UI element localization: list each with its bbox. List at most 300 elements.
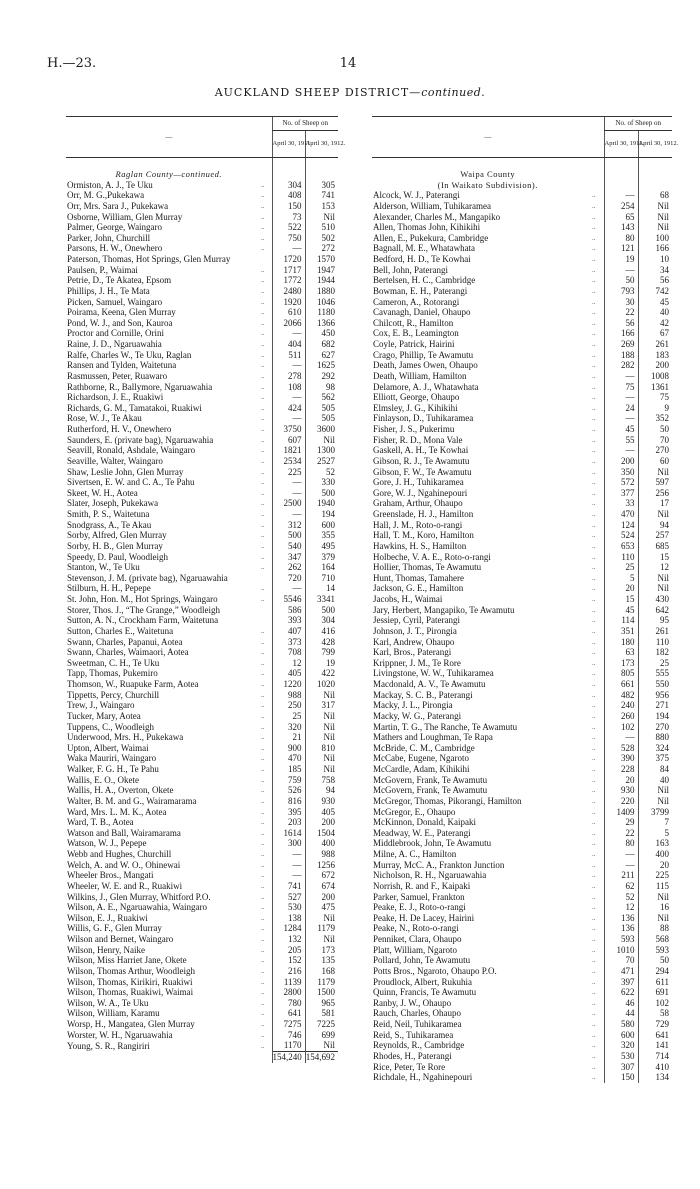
sheep-1912: 1366: [305, 318, 338, 329]
leader-dots: ..: [261, 446, 265, 455]
sheep-1912: 134: [638, 1072, 672, 1083]
leader-dots: ..: [261, 361, 265, 370]
table-row: [372, 998, 672, 1009]
leader-dots: ..: [592, 1073, 596, 1082]
owner-name: Sutton, A. N., Crockham Farm, Waitetuna: [67, 615, 219, 626]
col-1911-header: April 30, 1911.: [272, 131, 305, 158]
owner-name: Peake, E. J., Roto-o-rangi: [373, 902, 466, 913]
sheep-1911: 5: [604, 573, 638, 584]
table-row: [66, 307, 338, 318]
sheep-1911: 1720: [272, 254, 305, 265]
sheep-1912: Nil: [638, 467, 672, 478]
owner-name: Bagnall, M. E., Whatawhata: [373, 243, 476, 254]
sheep-1911: 2480: [272, 286, 305, 297]
leader-dots: [254, 605, 272, 616]
sheep-1911: 759: [272, 775, 305, 786]
owner-name: Welch, A. and W. O., Ohinewai: [67, 859, 181, 870]
table-row: [372, 371, 672, 382]
sheep-1912: 505: [305, 413, 338, 424]
sheep-1911: 262: [272, 562, 305, 573]
owner-name: Paterson, Thomas, Hot Springs, Glen Murray: [67, 254, 231, 264]
sheep-1912: 729: [638, 1019, 672, 1030]
table-row: [372, 987, 672, 998]
leader-dots: ..: [261, 318, 265, 327]
sheep-1911: 395: [272, 807, 305, 818]
sheep-1911: 530: [604, 1051, 638, 1062]
sheep-1912: Nil: [638, 583, 672, 594]
table-row: [66, 679, 338, 690]
table-row: [372, 222, 672, 233]
sheep-1911: 65: [604, 212, 638, 223]
sheep-1911: 228: [604, 764, 638, 775]
table-row: [372, 637, 672, 648]
leader-dots: ..: [592, 361, 596, 370]
table-row: [372, 243, 672, 254]
leader-dots: ..: [592, 818, 596, 827]
sheep-1912: 182: [638, 647, 672, 658]
sheep-1911: 805: [604, 668, 638, 679]
sheep-1912: 88: [638, 923, 672, 934]
sheep-1911: 470: [604, 509, 638, 520]
sheep-1912: Nil: [305, 711, 338, 722]
empty-cell: [638, 180, 672, 191]
owner-name: Picken, Samuel, Waingaro: [67, 296, 163, 307]
sheep-1912: 168: [305, 966, 338, 977]
sheep-1911: 708: [272, 647, 305, 658]
sheep-1911: 307: [604, 1062, 638, 1073]
sheep-1911: 1139: [272, 977, 305, 988]
page-number: 14: [339, 56, 357, 71]
sheep-1912: 183: [638, 350, 672, 361]
sheep-1912: 685: [638, 541, 672, 552]
sheep-1911: 110: [604, 552, 638, 563]
sheep-1912: 7225: [305, 1019, 338, 1030]
sheep-1911: 1010: [604, 945, 638, 956]
leader-dots: ..: [592, 552, 596, 561]
owner-name: Macky, W. G., Paterangi: [373, 710, 462, 721]
sheep-1911: —: [272, 392, 305, 403]
table-row: [372, 838, 672, 849]
owner-name: Peake, N., Roto-o-rangi: [373, 923, 459, 934]
table-row: [372, 722, 672, 733]
leader-dots: ..: [592, 765, 596, 773]
sheep-1912: Nil: [305, 722, 338, 733]
owner-name: Wilson, William, Karamu: [67, 1008, 160, 1019]
sheep-1911: 780: [272, 998, 305, 1009]
sheep-1911: 3750: [272, 424, 305, 435]
owner-name: Allen, Thomas John, Kihikihi: [373, 222, 481, 233]
sheep-1912: 1179: [305, 977, 338, 988]
empty-cell: [305, 169, 338, 180]
sheep-1912: 674: [305, 881, 338, 892]
sheep-1912: 355: [305, 530, 338, 541]
owner-name: Underwood, Mrs. H., Pukekawa: [67, 732, 184, 743]
table-row: [66, 998, 338, 1009]
sheep-1911: —: [604, 445, 638, 456]
sheep-1911: 1717: [272, 265, 305, 276]
owner-name: Murray, McC. A., Frankton Junction: [373, 859, 505, 870]
leader-dots: ..: [592, 871, 596, 880]
table-row: [66, 360, 338, 371]
table-row: [66, 201, 338, 212]
sheep-1911: 56: [604, 318, 638, 329]
sheep-1911: 641: [272, 1008, 305, 1019]
table-row: [372, 1051, 672, 1062]
owner-name: Jary, Herbert, Mangapiko, Te Awamutu: [373, 604, 515, 615]
sheep-1911: 1284: [272, 923, 305, 934]
sheep-1912: 1361: [638, 382, 672, 393]
sheep-1911: —: [272, 583, 305, 594]
sheep-1912: 34: [638, 265, 672, 276]
leader-dots: ..: [592, 340, 596, 348]
sheep-1911: —: [604, 190, 638, 201]
leader-dots: ..: [592, 881, 596, 890]
leader-dots: ..: [261, 456, 265, 465]
sheep-1911: 511: [272, 350, 305, 361]
sheep-1911: 282: [604, 360, 638, 371]
sheep-1911: 351: [604, 626, 638, 637]
table-row: [372, 541, 672, 552]
owner-name: Wilson, Henry, Naike: [67, 944, 146, 955]
owner-name: Johnson, J. T., Pirongia: [373, 625, 457, 636]
sheep-1911: —: [604, 860, 638, 871]
sheep-1911: 312: [272, 520, 305, 531]
leader-dots: ..: [261, 233, 265, 242]
sheep-1912: 141: [638, 1040, 672, 1051]
sheep-1912: 475: [305, 902, 338, 913]
owner-name: Wilson, W. A., Te Uku: [67, 997, 149, 1008]
leader-dots: ..: [592, 988, 596, 997]
sheep-1911: —: [272, 849, 305, 860]
sheep-1911: 750: [272, 233, 305, 244]
sheep-1911: 653: [604, 541, 638, 552]
owner-name: St. John, Hon. M., Hot Springs, Waingaro: [67, 594, 218, 604]
sheep-1912: 42: [638, 318, 672, 329]
table-row: [372, 328, 672, 339]
table-row: [372, 254, 672, 265]
sheep-1911: 205: [272, 945, 305, 956]
owner-name: McGovern, Frank, Te Awamutu: [373, 785, 488, 796]
sheep-1912: 16: [638, 902, 672, 913]
leader-dots: [254, 573, 272, 584]
owner-name: Phillips, J. H., Te Mata: [67, 285, 150, 296]
owner-name: Reid, S., Tuhikaramea: [373, 1029, 454, 1040]
owner-name: Gore, W. J., Ngahinepouri: [373, 487, 468, 498]
sheep-1912: 1625: [305, 360, 338, 371]
owner-name: Wilkins, J., Glen Murray, Whitford P.O.: [67, 891, 211, 902]
owner-name: Crago, Phillip, Te Awamutu: [373, 349, 474, 360]
table-row: [66, 902, 338, 913]
table-row: [372, 881, 672, 892]
leader-dots: ..: [261, 998, 265, 1007]
table-row: [66, 562, 338, 573]
sheep-1911: 152: [272, 955, 305, 966]
sheep-1912: 84: [638, 764, 672, 775]
right-sheep-table: [372, 116, 679, 1083]
table-row: [66, 775, 338, 786]
sheep-1912: 1256: [305, 860, 338, 871]
leader-dots: ..: [592, 701, 596, 710]
sheep-1911: —: [272, 413, 305, 424]
sheep-1912: 562: [305, 392, 338, 403]
leader-dots: ..: [261, 903, 265, 912]
owner-name: Wilson, Miss Harriet Jane, Okete: [67, 955, 187, 966]
owner-name: Gore, J. H., Tuhikaramea: [373, 477, 464, 488]
leader-dots: ..: [592, 595, 596, 603]
table-row: [372, 743, 672, 754]
sheep-1911: 470: [272, 753, 305, 764]
owner-name: Bell, John, Paterangi: [373, 264, 448, 275]
leader-dots: ..: [261, 265, 265, 274]
table-row: [372, 265, 672, 276]
table-row: [66, 424, 338, 435]
sheep-1911: 373: [272, 637, 305, 648]
leader-dots: ..: [592, 850, 596, 858]
table-row: [66, 350, 338, 361]
leader-dots: ..: [261, 563, 265, 572]
leader-dots: ..: [261, 945, 265, 954]
sheep-1912: 95: [638, 615, 672, 626]
leader-dots: ..: [261, 786, 265, 795]
owner-name: Osborne, William, Glen Murray: [67, 211, 183, 222]
sheep-1912: 194: [305, 509, 338, 520]
sheep-1911: —: [272, 870, 305, 881]
sheep-1912: 400: [638, 849, 672, 860]
leader-dots: ..: [261, 382, 265, 391]
sheep-1912: 505: [305, 403, 338, 414]
sheep-1911: 746: [272, 1030, 305, 1041]
owner-name: Raine, J. D., Ngaruawahia: [67, 339, 162, 349]
table-row: [66, 722, 338, 733]
empty-cell: [638, 169, 672, 180]
table-row: [372, 573, 672, 584]
sheep-1911: 540: [272, 541, 305, 552]
section-heading-row: [372, 169, 672, 180]
leader-dots: ..: [261, 1030, 265, 1039]
section-subheading: (In Waikato Subdivision).: [437, 179, 538, 190]
owner-name: Proudlock, Albert, Rukuhia: [373, 976, 472, 987]
sheep-1911: 816: [272, 796, 305, 807]
table-row: [66, 180, 338, 191]
sheep-1912: 173: [305, 945, 338, 956]
owner-name: Wilson and Bernet, Waingaro: [67, 934, 174, 944]
table-row: [372, 902, 672, 913]
sheep-1912: 1046: [305, 297, 338, 308]
sheep-1911: 526: [272, 785, 305, 796]
owner-name: Livingstone, W. W., Tuhikaramea: [373, 668, 494, 679]
sheep-1911: 304: [272, 180, 305, 191]
leader-dots: ..: [592, 255, 596, 263]
sheep-1911: 988: [272, 690, 305, 701]
table-row: [66, 541, 338, 552]
table-row: [66, 700, 338, 711]
leader-dots: ..: [592, 265, 596, 274]
table-row: [372, 382, 672, 393]
owner-name: Jackson, G. E., Hamilton: [373, 583, 464, 594]
leader-dots: ..: [261, 201, 265, 210]
sheep-1911: 203: [272, 817, 305, 828]
sheep-1912: 1880: [305, 286, 338, 297]
owner-name: Cox, E. B., Leamington: [373, 328, 459, 339]
table-row: [372, 753, 672, 764]
sheep-1911: —: [604, 392, 638, 403]
table-row: [66, 817, 338, 828]
sheep-1912: 60: [638, 456, 672, 467]
sheep-1912: 400: [305, 838, 338, 849]
leader-dots: ..: [592, 573, 596, 582]
sheep-1912: 135: [305, 955, 338, 966]
table-row: [372, 360, 672, 371]
owner-name: Wilson, Thomas, Ruakiwi, Waimai: [67, 987, 194, 998]
sheep-1912: 261: [638, 339, 672, 350]
leader-dots: ..: [261, 977, 265, 986]
leader-dots: [254, 615, 272, 626]
owner-name: Sutton, Charles E., Waitetuna: [67, 625, 174, 636]
empty-cell: [604, 158, 638, 170]
sheep-1911: 661: [604, 679, 638, 690]
sheep-1911: 216: [272, 966, 305, 977]
owner-name: Ralfe, Charles W., Te Uku, Raglan: [67, 349, 192, 360]
sheep-1912: Nil: [638, 212, 672, 223]
leader-dots: ..: [261, 180, 265, 189]
sheep-1912: 714: [638, 1051, 672, 1062]
sheep-1912: 94: [638, 520, 672, 531]
sheep-1912: Nil: [305, 753, 338, 764]
empty-cell: [66, 1051, 272, 1062]
table-row: [372, 807, 672, 818]
sheep-1911: 73: [272, 212, 305, 223]
sheep-1911: —: [272, 477, 305, 488]
owner-name: Mathers and Loughman, Te Rapa: [373, 732, 493, 743]
sheep-1912: 5: [638, 828, 672, 839]
leader-dots: ..: [261, 393, 265, 402]
leader-dots: ..: [592, 435, 596, 444]
sheep-1912: 682: [305, 339, 338, 350]
sheep-1912: Nil: [638, 785, 672, 796]
sheep-1911: 930: [604, 785, 638, 796]
owner-name: Ward, Mrs. L. M. K., Aotea: [67, 806, 167, 817]
leader-dots: ..: [592, 913, 596, 922]
owner-name: Poirama, Keena, Glen Murray: [67, 307, 176, 318]
sheep-1912: 502: [305, 233, 338, 244]
sheep-1911: 25: [604, 562, 638, 573]
owner-name: Storer, Thos. J., “The Grange,” Woodleigh: [67, 604, 221, 615]
sheep-1912: 422: [305, 668, 338, 679]
sheep-1911: 593: [604, 934, 638, 945]
table-row: [66, 243, 338, 254]
sheep-1912: 10: [638, 254, 672, 265]
leader-dots: ..: [261, 775, 265, 784]
sheep-1911: 25: [272, 711, 305, 722]
leader-dots: ..: [592, 1051, 596, 1060]
sheep-1912: 9: [638, 403, 672, 414]
owner-name: Paulsen, P., Waimai: [67, 264, 138, 275]
sheep-1912: 930: [305, 796, 338, 807]
table-row: [372, 934, 672, 945]
sheep-1912: Nil: [305, 690, 338, 701]
total-1912: 154,692: [305, 1051, 338, 1062]
table-row: [372, 413, 672, 424]
table-row: [372, 796, 672, 807]
sheep-1911: 607: [272, 435, 305, 446]
sheep-1912: 555: [638, 668, 672, 679]
owner-name: Richdale, H., Ngahinepouri: [373, 1072, 473, 1083]
table-row: [372, 679, 672, 690]
leader-dots: ..: [261, 584, 265, 593]
table-row: [372, 212, 672, 223]
owner-name: Hunt, Thomas, Tamahere: [373, 572, 465, 583]
owner-name: Shaw, Leslie John, Glen Murray: [67, 466, 184, 477]
leader-dots: ..: [592, 892, 596, 901]
sheep-1912: 15: [638, 552, 672, 563]
sheep-1911: 527: [272, 892, 305, 903]
owner-name: Quinn, Francis, Te Awamutu: [373, 987, 477, 998]
table-row: [372, 594, 672, 605]
leader-dots: ..: [261, 244, 265, 253]
leader-dots: ..: [261, 913, 265, 922]
table-row: [372, 201, 672, 212]
table-row: [66, 690, 338, 701]
sheep-1912: 597: [638, 477, 672, 488]
leader-dots: ..: [592, 286, 596, 295]
owner-name: Seaville, Walter, Waingaro: [67, 455, 163, 466]
sheep-1911: 900: [272, 743, 305, 754]
sheep-1911: 24: [604, 403, 638, 414]
leader-dots: ..: [592, 945, 596, 954]
sheep-1911: 55: [604, 435, 638, 446]
owner-name: Jacobs, H., Waimai: [373, 594, 443, 604]
sheep-1911: 240: [604, 700, 638, 711]
sheep-1911: 46: [604, 998, 638, 1009]
sheep-count-header: No. of Sheep on: [272, 117, 338, 131]
sheep-1911: 482: [604, 690, 638, 701]
leader-dots: ..: [261, 510, 265, 518]
table-row: [66, 796, 338, 807]
table-row: [372, 849, 672, 860]
sheep-1911: 102: [604, 722, 638, 733]
leader-dots: ..: [592, 828, 596, 837]
sheep-1912: 642: [638, 605, 672, 616]
owner-name: Orr, M. G.,Pukekawa: [67, 190, 145, 201]
table-row: [66, 552, 338, 563]
table-row: [66, 254, 338, 265]
sheep-1912: 799: [305, 647, 338, 658]
table-row: [372, 562, 672, 573]
table-row: [372, 350, 672, 361]
sheep-1912: 742: [638, 286, 672, 297]
owner-name: Martin, T. G., The Ranche, Te Awamutu: [373, 721, 518, 732]
leader-dots: ..: [261, 467, 265, 476]
owner-name: Reid, Neil, Tuhikaramea: [373, 1019, 462, 1029]
owner-name: Ransen and Tylden, Waitetuna: [67, 360, 177, 371]
sheep-1912: 550: [638, 679, 672, 690]
sheep-1911: 350: [604, 467, 638, 478]
owner-name: Jessiep, Cyril, Paterangi: [373, 615, 460, 626]
sheep-1912: 3799: [638, 807, 672, 818]
leader-dots: ..: [261, 531, 265, 540]
leader-dots: ..: [261, 626, 265, 635]
owner-name: Greenslade, H. J., Hamilton: [373, 509, 474, 519]
spacer-row: [66, 158, 338, 170]
leader-dots: ..: [592, 786, 596, 795]
owner-name: Bowman, E. H., Paterangi: [373, 285, 468, 296]
col-1912-header: April 30, 1912.: [305, 131, 338, 158]
table-row: [66, 626, 338, 637]
sheep-1912: 102: [638, 998, 672, 1009]
leader-dots: ..: [592, 520, 596, 529]
owner-name: Krippner, J. M., Te Rore: [373, 657, 461, 668]
leader-dots: ..: [261, 871, 265, 880]
